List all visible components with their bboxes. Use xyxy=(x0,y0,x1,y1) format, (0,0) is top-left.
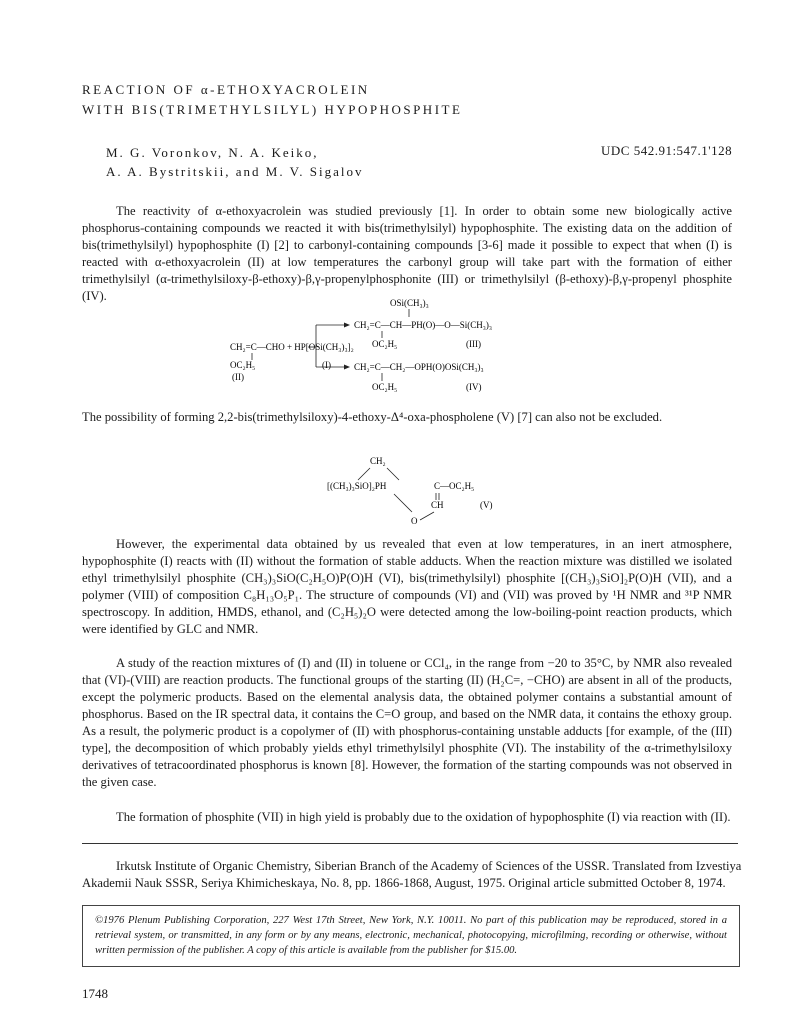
paragraph-5 xyxy=(82,809,732,826)
ring-ch: CH xyxy=(431,500,444,510)
paragraph-3-text: However, the experimental data obtained by us revealed that even at low temperatures, in an inert atmosphere, hypophosphite (I) reacts with (II) without the formation of stable adducts. When the reaction mixture was distilled we isolated ethyl trimethylsilyl phosphite (CH₃)₃SiO(C₂H₅O)P(O)H (VI), bis(trimethylsilyl) phosphite [(CH₃)₃SiO]₂P(O)H (VII), and a polymer (VIII) of composition C₈H₁₃O₅P₁. The structure of compounds (VI) and (VII) was proved by ¹H NMR and ³¹P NMR spectroscopy. In addition, HMDS, ethanol, and (C₂H₅)₂O were detected among the low-boiling-point reaction products, which were identified by GLC and NMR. xyxy=(82,537,732,636)
compound-iv-ethoxy: OC₂H₅ xyxy=(372,382,398,392)
affiliation-block xyxy=(82,858,742,892)
paragraph-3 xyxy=(82,536,732,638)
paragraph-4-text: A study of the reaction mixtures of (I) and (II) in toluene or CCl₄, in the range from −20 to 35°C, by NMR also revealed that (VI)-(VIII) are reaction products. The functional groups of the starting (II) (H₂C=, −CHO) are absent in all of the products, except the polymeric products. Based on the elemental analysis data, the obtained polymer contains a substantial amount of phosphorus. Based on the IR spectral data, it contains the C=O group, and based on the NMR data, it contains the ethoxy group. As a result, the polymeric product is a copolymer of (II) with phosphorus-containing unstable adducts [for example, of the (III) type], the decomposition of which probably yields ethyl trimethylsilyl phosphite (VI). The instability of the α-trimethylsiloxy derivatives of tetracoordinated phosphorus is known [8]. However, the formation of the starting compounds was not observed in the given case. xyxy=(82,656,732,789)
copyright-text: ©1976 Plenum Publishing Corporation, 227 West 17th Street, New York, N.Y. 10011. No part of this publication may be reproduced, stored in a retrieval system, or transmitted, in any form or by any means, electronic, mechanical, photocopying, microfilming, recording or otherwise, without written permission of the publisher. A copy of this article is available from the publisher for $15.00. xyxy=(95,915,727,956)
paragraph-5-text: The formation of phosphite (VII) in high yield is probably due to the oxidation of hypophosphite (I) via reaction with (II). xyxy=(116,810,731,824)
paragraph-4 xyxy=(82,655,732,791)
udc-code: UDC 542.91:547.1'128 xyxy=(601,143,733,158)
ring-p-group: [(CH₃)₃SiO]₂PH xyxy=(327,481,387,491)
paragraph-1-text: The reactivity of α-ethoxyacrolein was studied previously [1]. In order to obtain some new biologically active phosphorus-containing compounds we reacted it with bis(trimethylsilyl) hypophosphite. The existing data on the addition of bis(trimethylsilyl) hypophosphite (I) [2] to carbonyl-containing compounds [3-6] made it possible to expect that when (I) is reacted with α-ethoxyacrolein (II) at low temperatures the carbonyl group will take part with the formation of either trimethylsilyl (α-trimethylsiloxy-β-ethoxy)-β,γ-propenylphosphonite (III) or trimethylsilyl (β-ethoxy)-β,γ-propenyl phosphite (IV). xyxy=(82,204,732,303)
paragraph-2-text: The possibility of forming 2,2-bis(trimethylsiloxy)-4-ethoxy-Δ⁴-oxa-phospholene (V) [7] can also not be excluded. xyxy=(82,410,663,424)
label-v: (V) xyxy=(480,500,493,510)
authors-line-2: A. A. Bystritskii, and M. V. Sigalov xyxy=(106,164,364,179)
reactants: CH₂=C—CHO + HP[OSi(CH₃)₃]₂ xyxy=(230,342,354,352)
compound-iii: CH₂=C—CH—PH(O)—O—Si(CH₃)₃ xyxy=(354,320,492,330)
authors-line-1: M. G. Voronkov, N. A. Keiko, xyxy=(106,145,319,160)
label-ii: (II) xyxy=(232,372,244,382)
authors xyxy=(106,143,364,181)
compound-iii-ethoxy: OC₂H₅ xyxy=(372,339,398,349)
ring-c-ethoxy: C—OC₂H₅ xyxy=(434,481,475,491)
title-line-1: REACTION OF α-ETHOXYACROLEIN xyxy=(82,82,370,97)
affiliation-text: Irkutsk Institute of Organic Chemistry, Siberian Branch of the Academy of Sciences of the USSR. Translated from Izvestiya Akademii Nauk SSSR, Seriya Khimicheskaya, No. 8, pp. 1866-1868, August, 1975. Original article submitted October 8, 1974. xyxy=(82,859,742,890)
label-iii: (III) xyxy=(466,339,481,349)
structure-v xyxy=(82,450,738,530)
copyright-box xyxy=(82,905,740,967)
compound-ii-ethoxy: OC₂H₅ xyxy=(230,360,256,370)
label-i: (I) xyxy=(322,360,331,370)
paragraph-2 xyxy=(82,409,732,426)
osi-substituent: OSi(CH₃)₃ xyxy=(390,298,429,308)
reaction-scheme-1-bottom xyxy=(82,372,738,398)
ring-oxygen: O xyxy=(411,516,418,526)
page-number: 1748 xyxy=(82,986,108,1001)
label-iv: (IV) xyxy=(466,382,482,392)
footer-divider xyxy=(82,843,738,844)
paragraph-1 xyxy=(82,203,732,305)
reaction-scheme-1 xyxy=(82,296,738,376)
title-line-2: WITH BIS(TRIMETHYLSILYL) HYPOPHOSPHITE xyxy=(82,102,463,117)
compound-iv: CH₂=C—CH₂—OPH(O)OSi(CH₃)₃ xyxy=(354,362,484,372)
article-title xyxy=(82,80,462,120)
ring-ch2: CH₂ xyxy=(370,456,386,466)
